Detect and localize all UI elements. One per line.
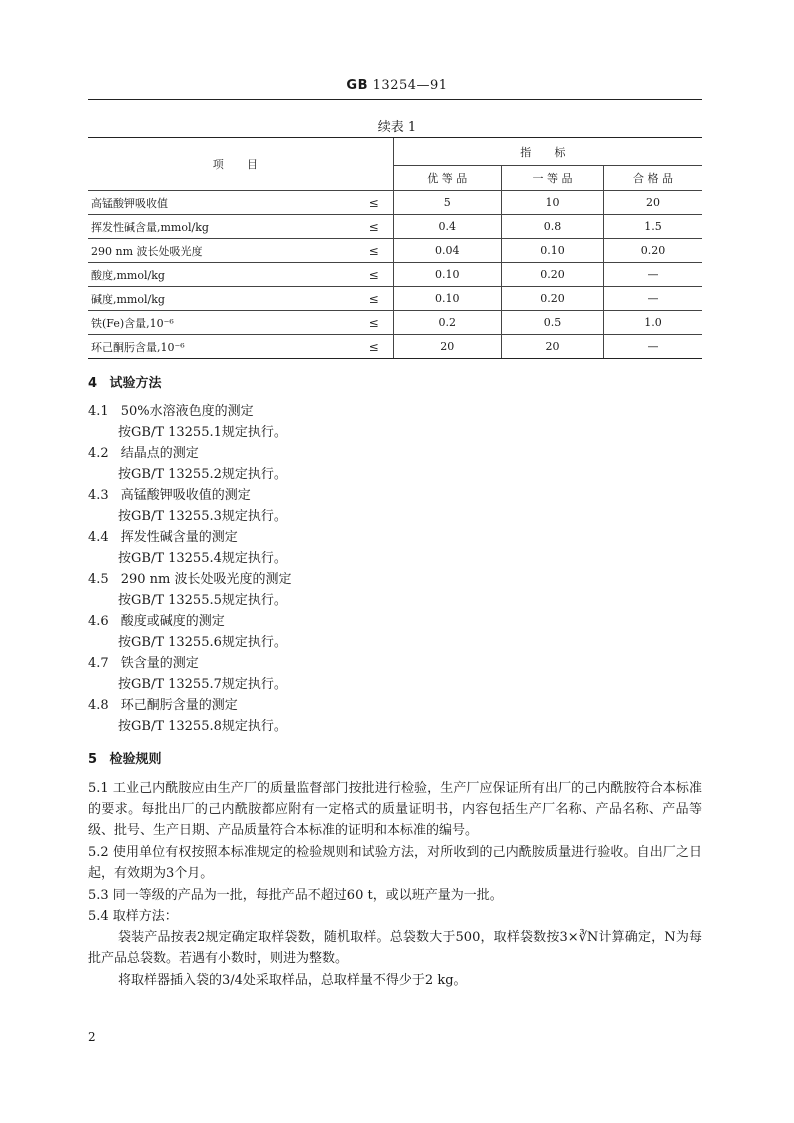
value-superior: 0.4 [393, 215, 501, 239]
subsection-4-heading [88, 526, 238, 545]
subsection-3-body: 按GB/T 13255.3规定执行。 [118, 509, 287, 524]
less-equal-symbol: ≤ [368, 267, 379, 282]
subsection-title: 290 nm 波长处吸光度的测定 [120, 572, 292, 587]
subsection-7-body: 按GB/T 13255.7规定执行。 [118, 677, 287, 692]
value-first: 0.20 [501, 287, 603, 311]
value-superior: 5 [393, 191, 501, 215]
subsection-4-body: 按GB/T 13255.4规定执行。 [118, 551, 287, 566]
row-item-name: 环己酮肟含量,10⁻⁶ [91, 340, 185, 354]
standard-code [0, 78, 794, 93]
less-equal-symbol: ≤ [368, 315, 379, 330]
value-superior: 0.10 [393, 263, 501, 287]
subsection-2-body: 按GB/T 13255.2规定执行。 [118, 467, 287, 482]
subsection-title: 环己酮肟含量的测定 [120, 698, 238, 713]
table-row [88, 191, 702, 215]
subsection-6-heading [88, 610, 225, 629]
value-first: 0.20 [501, 263, 603, 287]
page-number: 2 [88, 1030, 96, 1044]
subsection-number: 4.7 [88, 656, 109, 671]
less-equal-symbol: ≤ [368, 243, 379, 258]
subsection-title: 铁含量的测定 [120, 656, 199, 671]
row-item-name: 290 nm 波长处吸光度 [91, 244, 203, 258]
subsection-number: 4.2 [88, 446, 109, 461]
value-superior: 20 [393, 335, 501, 359]
value-qualified: — [604, 263, 702, 287]
section-4-heading: 4 试验方法 [88, 376, 162, 391]
value-first: 10 [501, 191, 603, 215]
subsection-2-heading [88, 442, 199, 461]
row-item-name: 酸度,mmol/kg [91, 268, 165, 282]
paragraph-5-3: 5.3 同一等级的产品为一批，每批产品不超过60 t，或以班产量为一批。 [88, 888, 503, 903]
row-item-name: 高锰酸钾吸收值 [91, 196, 168, 210]
header-rule [88, 99, 702, 100]
value-qualified: — [604, 335, 702, 359]
section-5-heading: 5 检验规则 [88, 752, 162, 767]
subsection-title: 高锰酸钾吸收值的测定 [120, 488, 251, 503]
subsection-7-heading [88, 652, 199, 671]
value-superior: 0.10 [393, 287, 501, 311]
subsection-number: 4.5 [88, 572, 109, 587]
paragraph-5-4: 5.4 取样方法： [88, 909, 178, 924]
value-qualified: 1.5 [604, 215, 702, 239]
grade-header-superior: 优 等 品 [393, 166, 501, 191]
subsection-8-heading [88, 694, 238, 713]
value-first: 0.10 [501, 239, 603, 263]
less-equal-symbol: ≤ [368, 339, 379, 354]
paragraph-5-1: 5.1 工业己内酰胺应由生产厂的质量监督部门按批进行检验，生产厂应保证所有出厂的己内酰胺符合本标准的要求。每批出厂的己内酰胺都应附有一定格式的质量证明书，内容包括生产厂名称、产品名称、产品等级、批号、生产日期、产品质量符合本标准的证明和本标准的编号。 [88, 781, 702, 838]
subsection-6-body: 按GB/T 13255.6规定执行。 [118, 635, 287, 650]
value-superior: 0.04 [393, 239, 501, 263]
subsection-1-heading [88, 400, 254, 419]
subsection-1-body: 按GB/T 13255.1规定执行。 [118, 425, 287, 440]
subsection-number: 4.4 [88, 530, 109, 545]
value-qualified: 0.20 [604, 239, 702, 263]
table-row [88, 263, 702, 287]
grade-header-qualified: 合 格 品 [604, 166, 702, 191]
less-equal-symbol: ≤ [368, 195, 379, 210]
subsection-3-heading [88, 484, 251, 503]
subsection-number: 4.1 [88, 404, 109, 419]
subsection-number: 4.3 [88, 488, 109, 503]
table-row [88, 239, 702, 263]
row-item-name: 挥发性碱含量,mmol/kg [91, 220, 209, 234]
subsection-title: 酸度或碱度的测定 [120, 614, 225, 629]
row-item-name: 铁(Fe)含量,10⁻⁶ [91, 316, 174, 330]
subsection-5-body: 按GB/T 13255.5规定执行。 [118, 593, 287, 608]
paragraph-5-4-sampling: 袋装产品按表2规定确定取样袋数，随机取样。总袋数大于500，取样袋数按3×∛N计算确定，N为每批产品总袋数。若遇有小数时，则进为整数。 [88, 930, 702, 966]
less-equal-symbol: ≤ [368, 291, 379, 306]
table-caption: 续表 1 [377, 120, 417, 135]
less-equal-symbol: ≤ [368, 219, 379, 234]
value-first: 20 [501, 335, 603, 359]
value-first: 0.5 [501, 311, 603, 335]
value-qualified: — [604, 287, 702, 311]
spec-table [88, 137, 702, 359]
paragraph-5-2: 5.2 使用单位有权按照本标准规定的检验规则和试验方法，对所收到的己内酰胺质量进行验收。自出厂之日起，有效期为3个月。 [88, 845, 702, 881]
value-first: 0.8 [501, 215, 603, 239]
grade-header-first: 一 等 品 [501, 166, 603, 191]
standard-code-number: 13254—91 [372, 78, 448, 93]
subsection-title: 挥发性碱含量的测定 [120, 530, 238, 545]
table-row [88, 215, 702, 239]
subsection-8-body: 按GB/T 13255.8规定执行。 [118, 719, 287, 734]
subsection-5-heading [88, 568, 291, 587]
standard-code-prefix: GB [346, 78, 369, 93]
subsection-number: 4.8 [88, 698, 109, 713]
subsection-title: 50%水溶液色度的测定 [120, 404, 254, 419]
table-row [88, 311, 702, 335]
table-row [88, 335, 702, 359]
value-superior: 0.2 [393, 311, 501, 335]
item-header: 项 目 [88, 138, 393, 191]
subsection-title: 结晶点的测定 [120, 446, 199, 461]
table-row [88, 287, 702, 311]
value-qualified: 1.0 [604, 311, 702, 335]
row-item-name: 碱度,mmol/kg [91, 292, 165, 306]
index-header: 指 标 [393, 138, 702, 166]
subsection-number: 4.6 [88, 614, 109, 629]
value-qualified: 20 [604, 191, 702, 215]
paragraph-5-4-instrument: 将取样器插入袋的3/4处采取样品，总取样量不得少于2 kg。 [118, 973, 467, 988]
